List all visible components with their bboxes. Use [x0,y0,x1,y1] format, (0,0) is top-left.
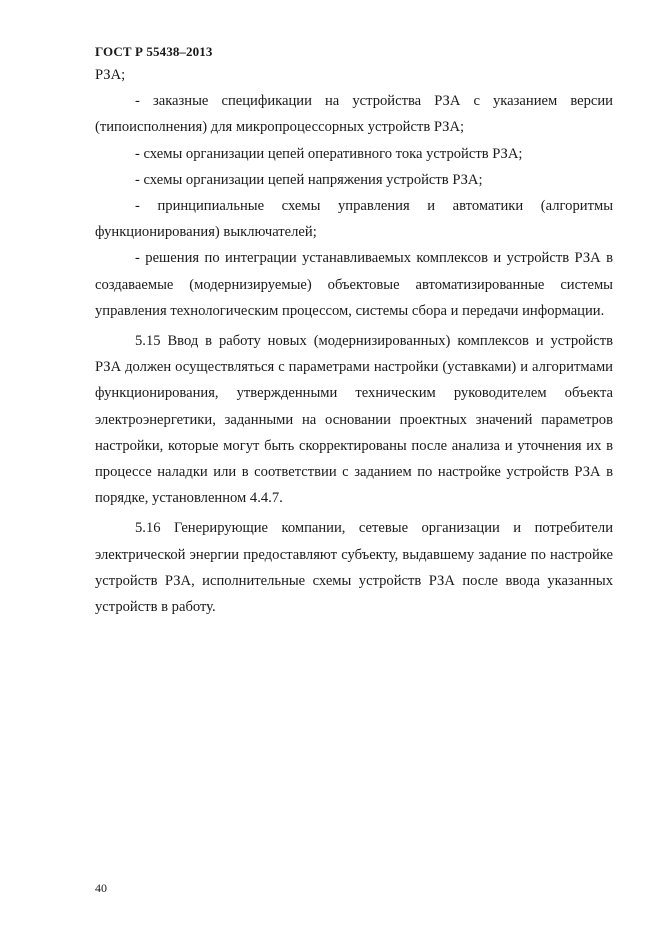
list-item-dc-circuits: - схемы организации цепей оперативного тока устройств РЗА; [135,145,523,162]
document-header: ГОСТ Р 55438–2013 [95,44,213,59]
page-number: 40 [95,881,107,895]
list-item-integration: - решения по интеграции устанавливаемых комплексов и устройств РЗА в создаваемые (модернизируемые) объектовые автоматизированные системы управления технологическим процессом, системы сбора и передачи информации. [95,250,613,319]
document-body [95,62,613,620]
clause-5-16: 5.16 Генерирующие компании, сетевые организации и потребители электрической энергии предоставляют субъекту, выдавшему задание по настройке устройств РЗА, исполнительные схемы устройств РЗА после ввода указанных устройств в работу. [95,520,613,616]
list-item-specifications: - заказные спецификации на устройства РЗА с указанием версии (типоисполнения) для микропроцессорных устройств РЗА; [95,93,613,136]
paragraph-continuation: РЗА; [95,67,126,83]
list-item-breaker-schemes: - принципиальные схемы управления и автоматики (алгоритмы функционирования) выключателей; [95,198,613,241]
list-item-voltage-circuits: - схемы организации цепей напряжения устройств РЗА; [135,171,483,188]
clause-5-15: 5.15 Ввод в работу новых (модернизированных) комплексов и устройств РЗА должен осуществляться с параметрами настройки (уставками) и алгоритмами функционирования, утвержденными техническим руководителем объекта электроэнергетики, заданными на основании проектных значений параметров настройки, которые могут быть скорректированы после анализа и уточнения их в процессе наладки или в соответствии с заданием по настройке устройств РЗА в порядке, установленном 4.4.7. [95,333,613,507]
